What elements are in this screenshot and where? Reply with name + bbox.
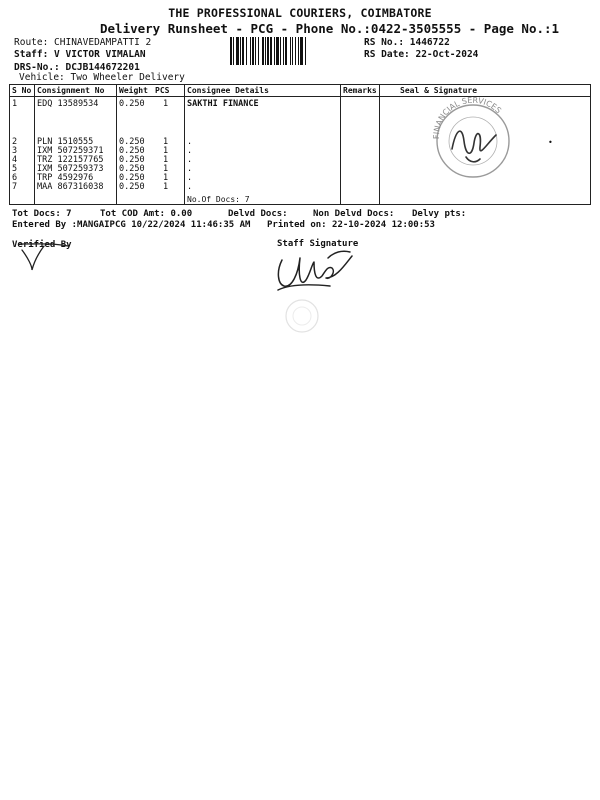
vehicle-label: Vehicle: Two Wheeler Delivery xyxy=(19,72,185,83)
verified-by-label: Verified By xyxy=(12,240,72,250)
table-row: 6 TRP 4592976 0.250 1 . xyxy=(12,173,193,183)
verifier-signature-icon xyxy=(18,240,78,272)
staff-signature-label: Staff Signature xyxy=(277,239,359,249)
col-header-pcs: PCS xyxy=(155,86,170,95)
table-row: 2 PLN 1510555 0.250 1 . xyxy=(12,137,193,147)
col-header-weight: Weight xyxy=(119,86,148,95)
col-header-sno: S No xyxy=(12,86,32,95)
company-title: THE PROFESSIONAL COURIERS, COIMBATORE xyxy=(168,6,432,20)
col-header-consignment: Consignment No xyxy=(37,86,105,95)
runsheet-subtitle: Delivery Runsheet - PCG - Phone No.:0422-3505555 - Page No.:1 xyxy=(100,21,560,36)
col-header-remarks: Remarks xyxy=(343,86,377,95)
faint-stamp-mark-icon xyxy=(282,296,322,336)
col-header-consignee: Consignee Details xyxy=(187,86,269,95)
tot-docs: Tot Docs: 7 xyxy=(12,209,72,219)
rs-number: RS No.: 1446722 xyxy=(364,37,450,48)
stamp-text: FINANCIAL SERVICES xyxy=(431,95,503,140)
staff-label: Staff: V VICTOR VIMALAN xyxy=(14,49,146,60)
staff-signature-icon xyxy=(270,244,360,294)
no-of-docs: No.Of Docs: 7 xyxy=(187,195,250,204)
printed-on: Printed on: 22-10-2024 12:00:53 xyxy=(267,220,435,230)
non-delivered-docs: Non Delvd Docs: xyxy=(313,209,395,219)
table-row: 4 TRZ 122157765 0.250 1 . xyxy=(12,155,193,165)
runsheet-table xyxy=(9,84,591,205)
table-row: 5 IXM 507259373 0.250 1 . xyxy=(12,164,193,174)
barcode-image xyxy=(230,37,345,65)
table-row: 7 MAA 867316038 0.250 1 . xyxy=(12,182,193,192)
seal-mark: • xyxy=(548,138,553,147)
tot-cod-amount: Tot COD Amt: 0.00 xyxy=(100,209,193,219)
table-row: 3 IXM 507259371 0.250 1 . xyxy=(12,146,193,156)
col-header-seal: Seal & Signature xyxy=(400,86,478,95)
route-label: Route: CHINAVEDAMPATTI 2 xyxy=(14,37,152,48)
delivery-points: Delvy pts: xyxy=(412,209,467,219)
rs-date: RS Date: 22-Oct-2024 xyxy=(364,49,479,60)
seal-stamp-icon xyxy=(422,95,522,179)
table-row: 1 EDQ 13589534 0.250 1 SAKTHI FINANCE xyxy=(12,99,259,109)
drs-number: DRS-No.: DCJB144672201 xyxy=(14,62,140,73)
entered-by: Entered By :MANGAIPCG 10/22/2024 11:46:35 AM xyxy=(12,220,251,230)
delivered-docs: Delvd Docs: xyxy=(228,209,288,219)
